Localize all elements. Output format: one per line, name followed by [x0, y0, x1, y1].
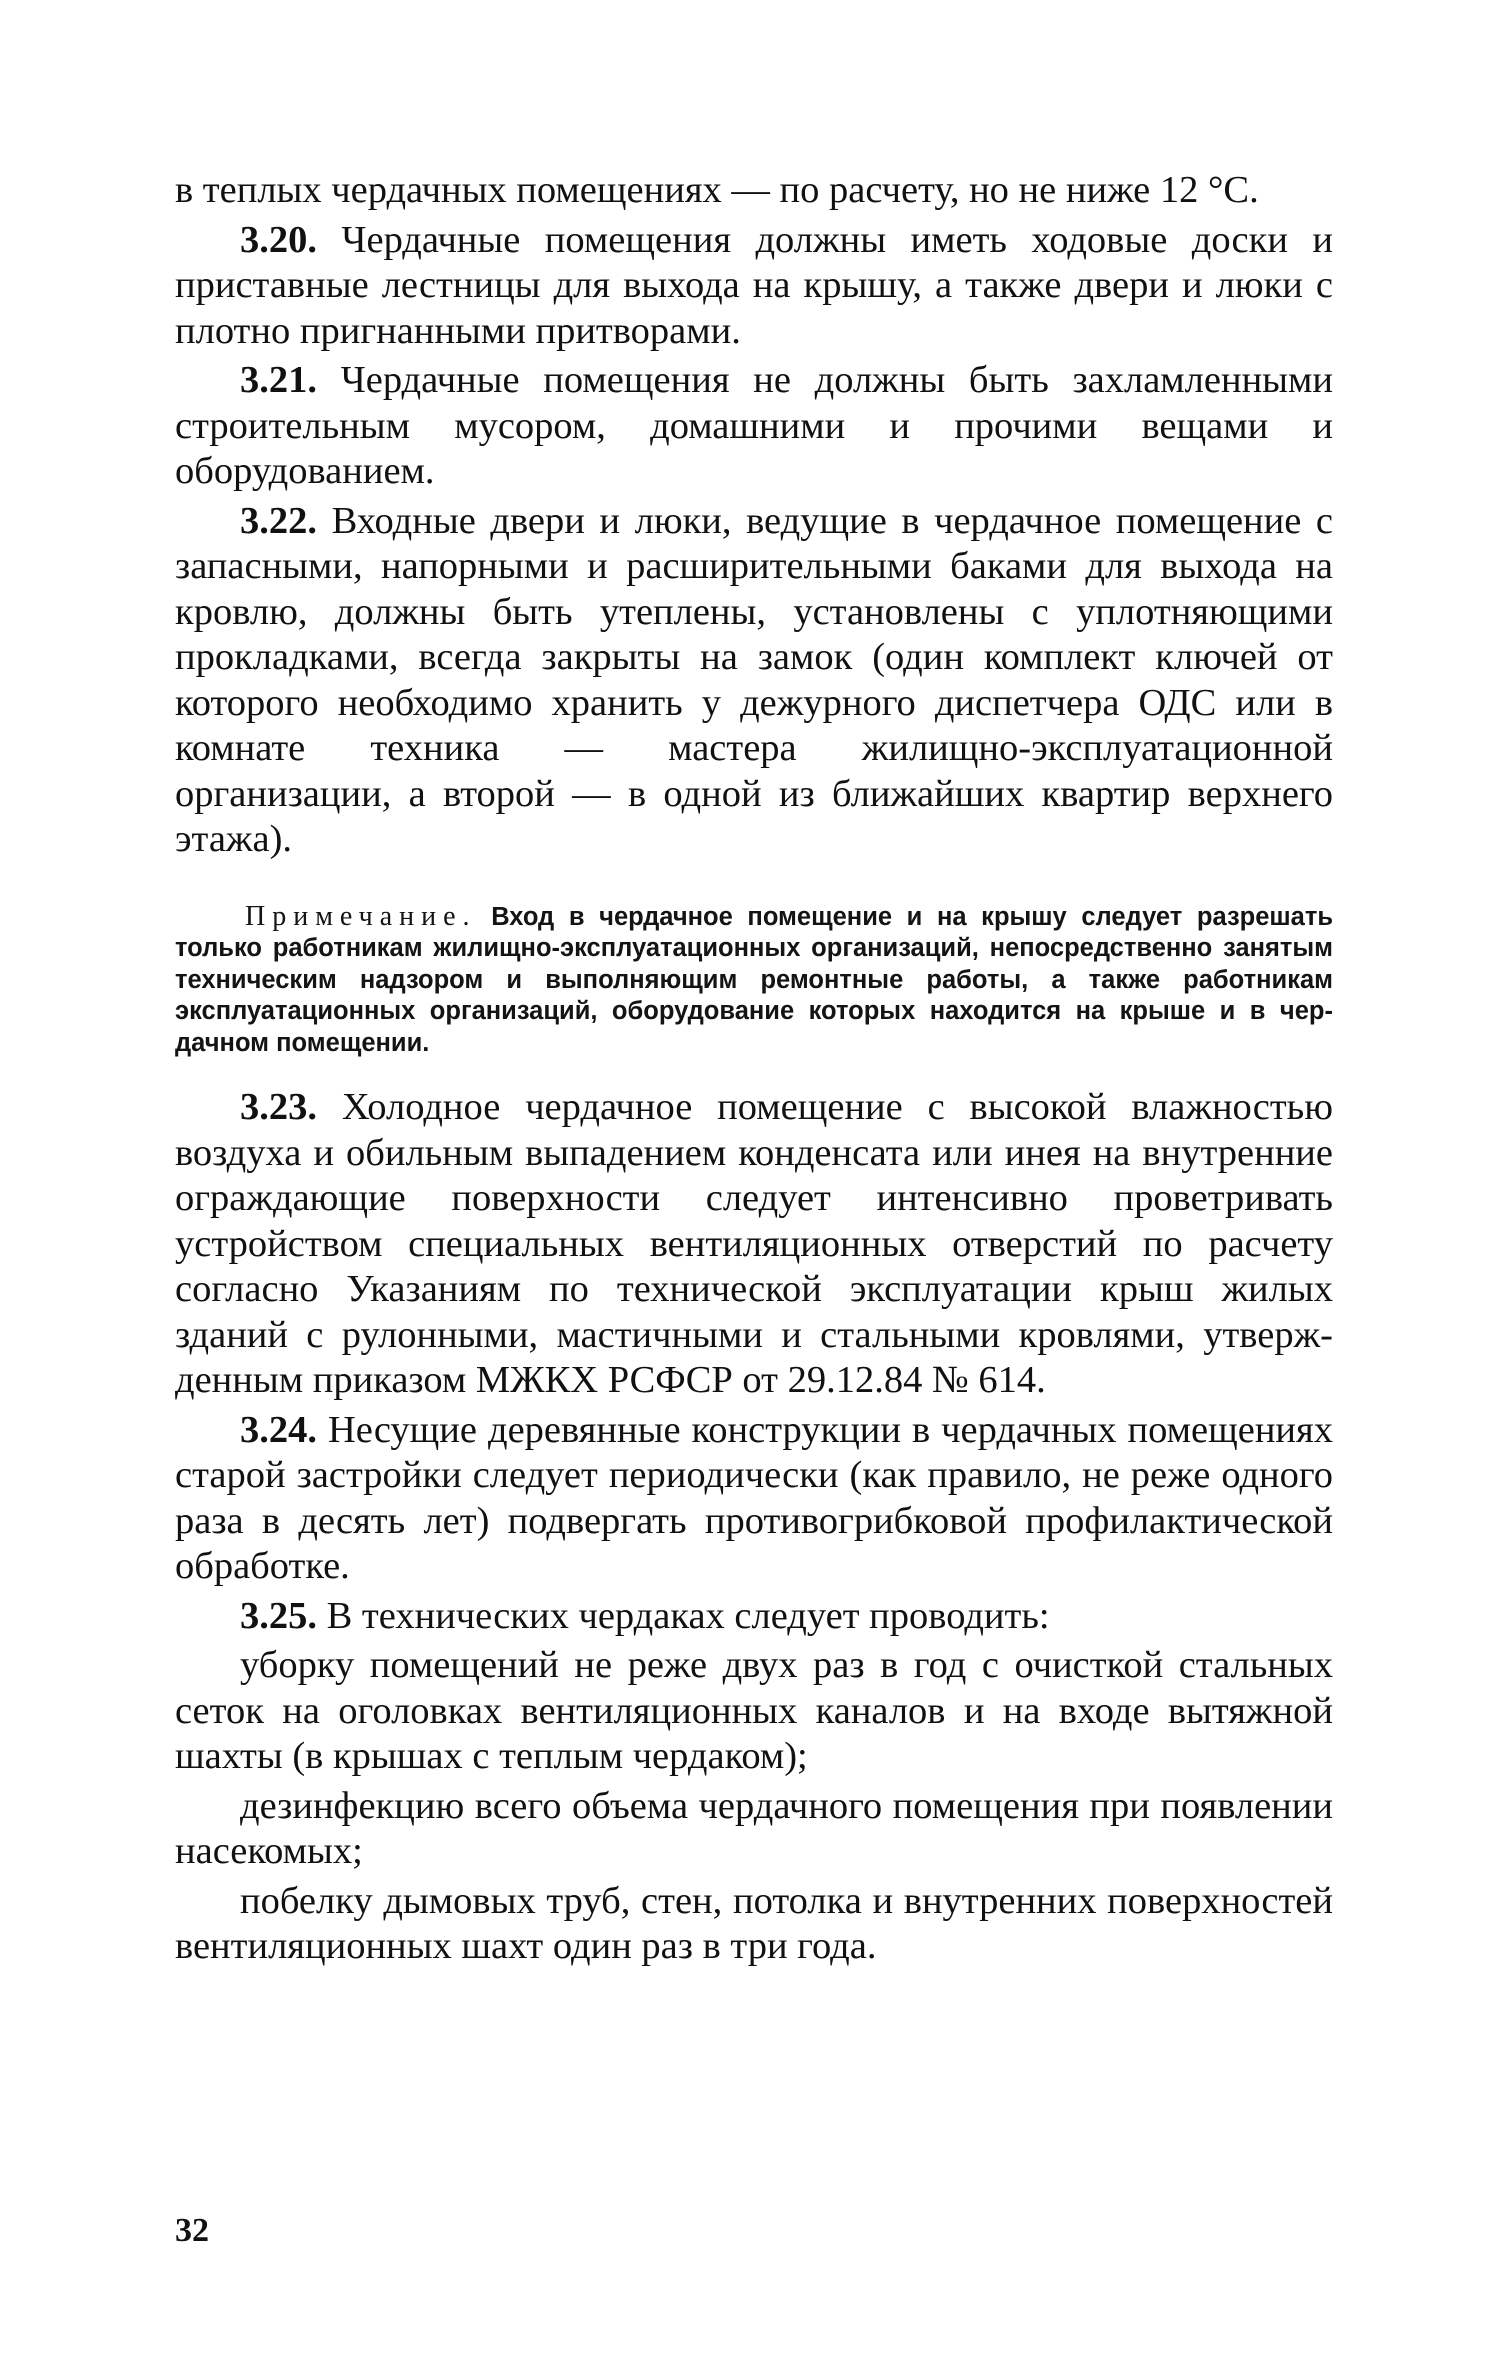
paragraph-text: Холодное чердачное помещение с высокой влажностью воздуха и обильным выпадением конденсата или инея на внутренние ограждающие поверхности следует интенсивно проветривать устройством специальных вентиляционных отверстий по расчету согласно Указаниям по технической эксплуатации крыш жилых зданий с рулонными, мастичными и стальными кровлями, утвержденным приказом МЖКХ РСФСР от 29.12.84 № 614. [175, 1086, 1334, 1401]
list-item-1 [175, 1643, 1333, 1780]
paragraph-number: 3.22. [240, 499, 317, 542]
paragraph-3-23 [175, 1085, 1333, 1404]
list-item-text: уборку помещений не реже двух раз в год с очисткой стальных сеток на оголовках вентиляционных каналов и на входе вытяжной шахты (в крышах с теплым чердаком); [175, 1644, 1333, 1777]
paragraph-3-25 [175, 1594, 1333, 1640]
paragraph-text: Чердачные помещения не должны быть захламленными строительным мусором, домашними и прочими вещами и оборудованием. [175, 359, 1334, 492]
paragraph-text: Несущие деревянные конструкции в чердачных помещениях старой застройки следует периодически (как правило, не реже одного раза в десять лет) подвергать противогрибковой профилактической обработке. [175, 1408, 1333, 1587]
note-block [175, 901, 1333, 1060]
list-item-3 [175, 1879, 1333, 1970]
paragraph-3-22 [175, 499, 1333, 863]
list-item-2 [175, 1784, 1333, 1875]
paragraph-number: 3.25. [240, 1594, 317, 1637]
paragraph-3-21 [175, 358, 1333, 495]
note-label: Примечание. [245, 900, 477, 932]
paragraph-number: 3.21. [240, 359, 317, 401]
body-text [175, 168, 1333, 1974]
paragraph-text: Чердачные помещения должны иметь ходовые доски и приставные лестницы для выхода на крышу, а также двери и люки с плотно пригнанными притворами. [175, 218, 1333, 352]
paragraph-continuation [175, 168, 1333, 214]
paragraph-3-20 [175, 218, 1333, 355]
list-item-text: дезинфекцию всего объема чердачного помещения при появлении насекомых; [175, 1784, 1333, 1872]
paragraph-text: В технических чердаках следует проводить: [326, 1594, 1050, 1637]
paragraph-3-24 [175, 1408, 1333, 1590]
page-number: 32 [175, 2212, 209, 2249]
note-text: Вход в чердачное помещение и на крышу следует разрешать только работникам жилищно-эксплуатационных организаций, непосредственно занятым техническим надзором и выполняющим ремонтные работы, а также работникам эксплуатационных организаций, оборудование которых находится на крыше и в чердачном помещении. [175, 902, 1333, 1057]
paragraph-text: в теплых чердачных помещениях — по расчету, но не ниже 12 °С. [175, 169, 1259, 211]
paragraph-number: 3.24. [240, 1408, 317, 1451]
paragraph-text: Входные двери и люки, ведущие в чердачное помещение с запасными, напорными и расширительными баками для выхода на кровлю, должны быть утеплены, установлены с уплотняющими прокладками, всегда закрыты на замок (один комплект ключей от которого необходимо хранить у дежурного диспетчера ОДС или в комнате техника — мастера жилищно-эксплуатационной организации, а второй — в одной из ближайших квартир верхнего этажа). [175, 499, 1334, 860]
paragraph-number: 3.23. [240, 1086, 317, 1128]
list-item-text: побелку дымовых труб, стен, потолка и внутренних поверхностей вентиляционных шахт один раз в три года. [175, 1879, 1333, 1967]
paragraph-number: 3.20. [240, 218, 317, 261]
